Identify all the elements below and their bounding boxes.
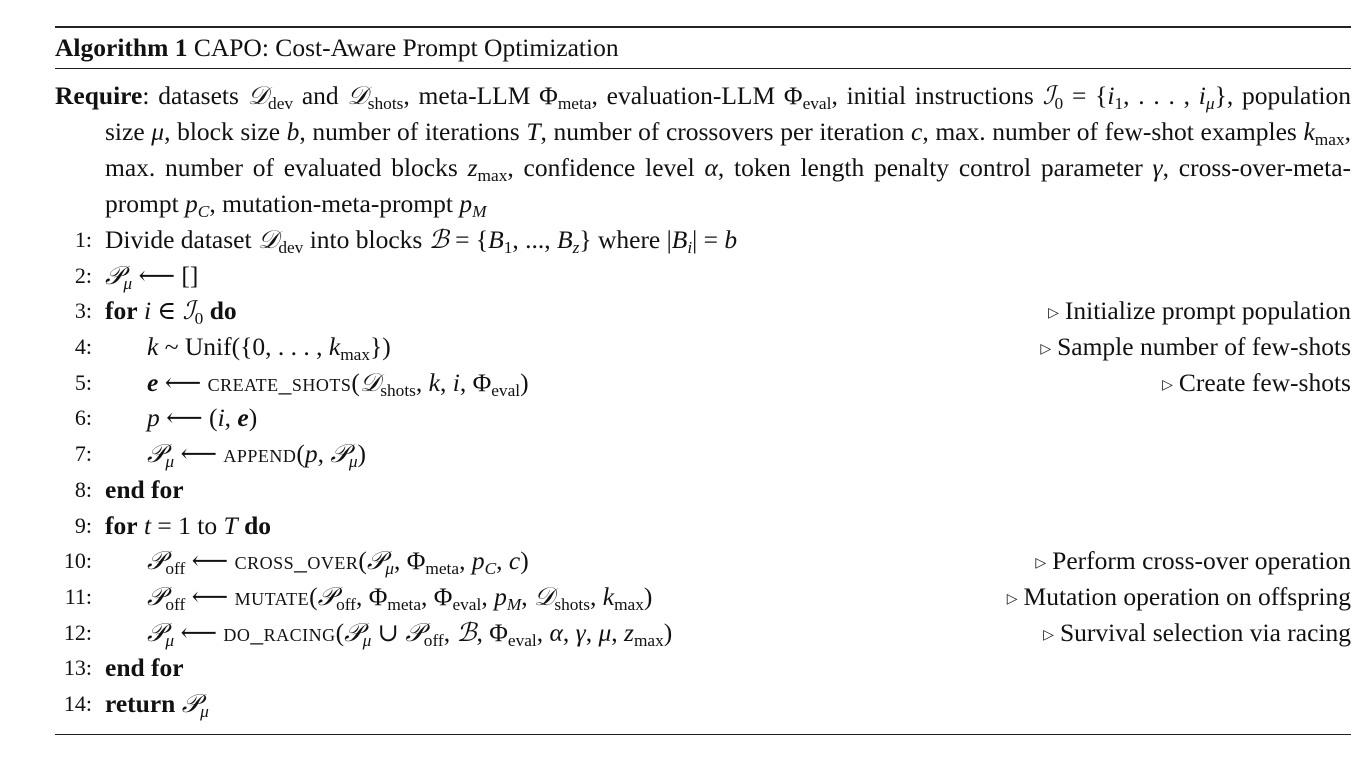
line-text: for i ∈ ℐ$_0$ do — [105, 296, 237, 329]
line-number: 12: — [63, 619, 92, 645]
line-text: Divide dataset 𝒟$_{dev}$ into blocks ℬ = {$B_1$, ..., $B_z$} where $|B_i| = b$ — [105, 225, 738, 258]
triangle-icon: ▷ — [1006, 591, 1018, 607]
line-number: 3: — [74, 298, 92, 324]
algorithm-line — [55, 650, 1351, 686]
triangle-icon: ▷ — [1040, 342, 1052, 358]
algorithm-line — [55, 508, 1351, 544]
algorithm-line — [55, 436, 1351, 472]
line-text: 𝒫$_\mu$ ⟵ append(p, 𝒫$_\mu$) — [147, 439, 367, 472]
line-comment: ▷ Survival selection via racing — [1043, 617, 1351, 647]
line-text: end for — [105, 474, 184, 504]
algorithm-line — [55, 222, 1351, 258]
line-number: 13: — [63, 655, 92, 681]
line-text: p ⟵ (i, e) — [147, 403, 258, 433]
algorithm-line — [55, 543, 1351, 579]
algorithm-line — [55, 258, 1351, 294]
triangle-icon: ▷ — [1043, 627, 1054, 643]
line-text: e ⟵ create_shots(𝒟$_{shots}$, k, i, $\Phi_{eval}$) — [147, 367, 529, 400]
line-text: k ~ Unif({0, . . . , $k_{max}$}) — [147, 332, 391, 365]
line-number: 7: — [74, 441, 92, 467]
line-comment: ▷ Initialize prompt population — [1048, 296, 1351, 326]
triangle-icon: ▷ — [1035, 556, 1047, 572]
algorithm-line — [55, 329, 1351, 365]
algorithm-line — [55, 293, 1351, 329]
algorithm-line — [55, 686, 1351, 722]
line-comment: ▷ Perform cross-over operation — [1035, 546, 1351, 576]
algorithm-line — [55, 579, 1351, 615]
line-number: 5: — [74, 369, 92, 395]
bottom-rule — [55, 734, 1351, 735]
algorithm-line — [55, 365, 1351, 401]
line-text: 𝒫$_\mu$ ⟵ do_racing(𝒫$_\mu$ ∪ 𝒫$_{off}$, ℬ, $\Phi_{eval}$, α, γ, μ, $z_{max}$) — [147, 617, 673, 650]
line-text: 𝒫$_{off}$ ⟵ cross_over(𝒫$_\mu$, $\Phi_{meta}$, $p_C$, c) — [147, 546, 529, 579]
line-number: 10: — [63, 548, 92, 574]
title-rule — [55, 68, 1351, 69]
line-comment: ▷ Create few-shots — [1162, 367, 1351, 397]
triangle-icon: ▷ — [1048, 306, 1059, 322]
triangle-icon: ▷ — [1162, 377, 1173, 393]
algorithm-label: Algorithm 1 — [55, 33, 188, 62]
line-number: 4: — [74, 334, 92, 360]
line-number: 6: — [74, 405, 92, 431]
line-number: 11: — [64, 583, 92, 609]
line-text: 𝒫$_{off}$ ⟵ mutate(𝒫$_{off}$, $\Phi_{meta}$, $\Phi_{eval}$, $p_M$, 𝒟$_{shots}$, $k_{max}$) — [147, 581, 653, 615]
line-number: 2: — [74, 262, 92, 288]
algorithm-line — [55, 615, 1351, 651]
algorithm-block — [55, 26, 1351, 722]
line-number: 8: — [74, 476, 92, 502]
line-text: end for — [105, 653, 184, 683]
line-text: 𝒫$_\mu$ ⟵ [] — [105, 260, 199, 293]
line-text: for t = 1 to T do — [105, 510, 271, 540]
line-number: 14: — [63, 690, 92, 716]
require-block: Require: datasets 𝒟$_{dev}$ and 𝒟$_{shots}$, meta-LLM $\Phi_{meta}$, evaluation-LLM $\Phi_{eval}$, initial instructions ℐ$_0$ = {$i_1$, . . . , $i_\mu$}, population size μ, block size b, number of iterations T, number of crossovers per iteration c, max. number of few-shot examples $k_{max}$, max. number of evaluated blocks $z_{max}$, confidence level α, token length penalty control parameter γ, cross-over-meta-prompt $p_C$, mutation-meta-prompt $p_M$ — [55, 81, 1352, 222]
line-comment: ▷ Mutation operation on offspring — [1006, 581, 1351, 611]
algorithm-line — [55, 472, 1351, 508]
algorithm-name: CAPO: Cost-Aware Prompt Optimization — [193, 33, 619, 62]
algorithm-title — [55, 28, 1351, 68]
line-number: 9: — [74, 512, 92, 538]
line-text: return 𝒫$_\mu$ — [105, 688, 209, 722]
line-number: 1: — [74, 227, 92, 252]
algorithm-line — [55, 400, 1351, 436]
require-label: Require — [55, 81, 143, 110]
line-comment: ▷ Sample number of few-shots — [1040, 332, 1351, 362]
